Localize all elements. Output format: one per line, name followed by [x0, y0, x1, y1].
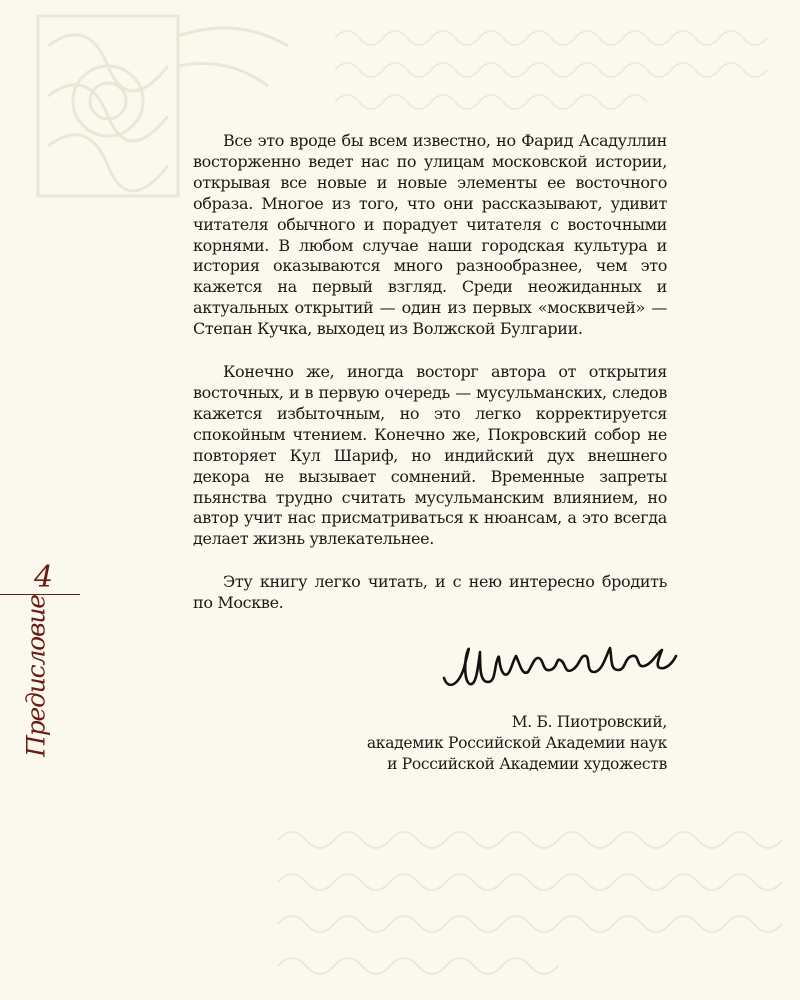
handwriting-watermark-top: [330, 18, 800, 128]
section-title: Предисловие: [21, 595, 51, 757]
paragraph-2: Конечно же, иногда восторг автора от открытия восточных, и в первую очередь — мусульманских, следов кажется избыточным, но это легко корректируется спокойным чтением. Конечно же, Покровский собор не повторяет Кул Шариф, но индийский дух внешнего декора не вызывает сомнений. Временные запреты пьянства трудно считать мусульманским влиянием, но автор учит нас присматриваться к нюансам, а это всегда делает жизнь увлекательнее.: [193, 362, 667, 549]
handwriting-watermark-bottom: [268, 800, 800, 990]
paragraph-3: Эту книгу легко читать, и с нею интересно бродить по Москве.: [193, 572, 667, 613]
page-number: 4: [34, 560, 54, 595]
signature: [440, 638, 680, 696]
body-text: [193, 131, 667, 614]
author-title-line-2: и Российской Академии художеств: [387, 755, 667, 773]
author-attribution: [330, 712, 667, 775]
author-name: М. Б. Пиотровский,: [511, 713, 667, 731]
paragraph-1: Все это вроде бы всем известно, но Фарид Асадуллин восторженно ведет нас по улицам московской истории, открывая все новые и новые элементы ее восточного образа. Многое из того, что они рассказывают, удивит читателя обычного и порадует читателя с восточными корнями. В любом случае наши городская культура и история оказываются много разнообразнее, чем это кажется на первый взгляд. Среди неожиданных и актуальных открытий — один из первых «москвичей» — Степан Кучка, выходец из Волжской Булгарии.: [193, 131, 667, 339]
author-title-line-1: академик Российской Академии наук: [366, 734, 667, 752]
